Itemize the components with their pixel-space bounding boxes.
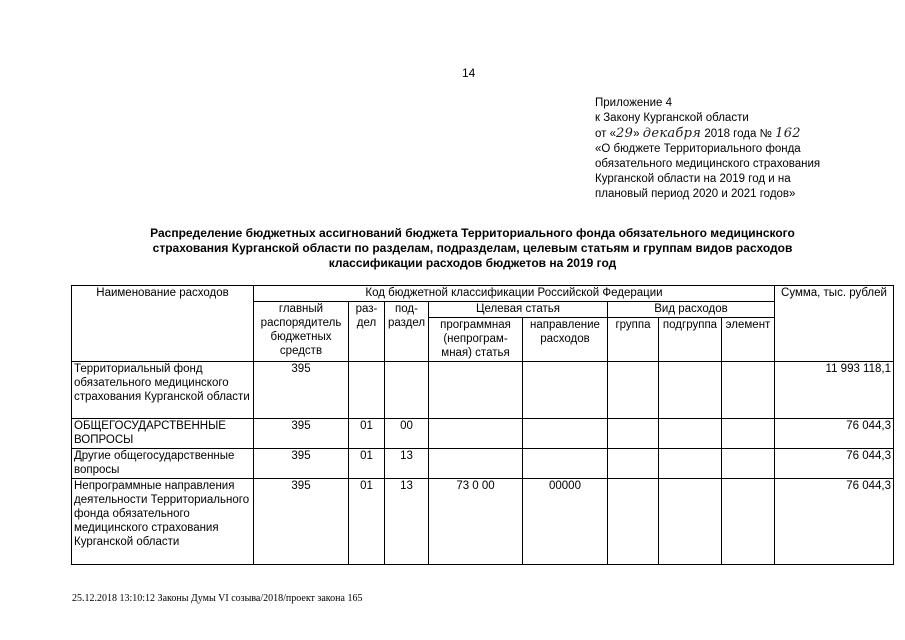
row-direction [523, 419, 608, 449]
header-direction: направление расходов [523, 318, 608, 362]
row-program [429, 362, 523, 419]
row-direction [523, 449, 608, 479]
row-main: 395 [254, 419, 349, 449]
budget-table [71, 285, 894, 565]
title-line-1: Распределение бюджетных ассигнований бюджета Территориального фонда обязательного медицинского [150, 226, 795, 240]
row-element [722, 362, 775, 419]
row-section: 01 [349, 419, 385, 449]
appendix-line-2: к Закону Курганской области [595, 112, 749, 124]
appendix-line-6: Курганской области на 2019 год и на [595, 173, 791, 185]
row-group [608, 362, 659, 419]
row-program: 73 0 00 [429, 479, 523, 565]
header-program: программная (непрограм-мная) статья [429, 318, 523, 362]
handwritten-day: 29 [616, 126, 634, 141]
row-section: 01 [349, 449, 385, 479]
header-code: Код бюджетной классификации Российской Федерации [254, 286, 775, 302]
header-section: раз-дел [349, 302, 385, 362]
row-element [722, 449, 775, 479]
row-main: 395 [254, 479, 349, 565]
header-subsection: под-раздел [385, 302, 429, 362]
header-sum: Сумма, тыс. рублей [775, 286, 894, 362]
row-program [429, 449, 523, 479]
row-direction [523, 362, 608, 419]
row-subsection: 13 [385, 479, 429, 565]
table-row [72, 419, 894, 449]
appendix-block [595, 96, 895, 202]
appendix-line-5: обязательного медицинского страхования [595, 158, 821, 170]
table-row [72, 479, 894, 565]
handwritten-number: 162 [775, 126, 801, 141]
row-sum: 76 044,3 [775, 479, 894, 565]
header-name: Наименование расходов [72, 286, 254, 362]
header-group: группа [608, 318, 659, 362]
title-line-3: классификации расходов бюджетов на 2019 год [328, 256, 617, 270]
document-title [100, 226, 845, 271]
page-number: 14 [462, 66, 476, 80]
appendix-date-line [595, 126, 895, 142]
row-name: Непрограммные направления деятельности Территориального фонда обязательного медицинского страхования Курганской области [72, 479, 254, 565]
footer-stamp: 25.12.2018 13:10:12 Законы Думы VI созыва/2018/проект закона 165 [72, 593, 363, 604]
row-section [349, 362, 385, 419]
header-target: Целевая статья [429, 302, 608, 318]
header-expense-type: Вид расходов [608, 302, 775, 318]
date-suffix: 2018 года № [704, 128, 772, 140]
row-program [429, 419, 523, 449]
row-subsection: 00 [385, 419, 429, 449]
row-sum: 76 044,3 [775, 419, 894, 449]
row-subgroup [659, 449, 722, 479]
appendix-line-4: «О бюджете Территориального фонда [595, 143, 801, 155]
row-subsection: 13 [385, 449, 429, 479]
appendix-line-7: плановый период 2020 и 2021 годов» [595, 188, 796, 200]
table-row [72, 449, 894, 479]
row-subsection [385, 362, 429, 419]
table-row [72, 362, 894, 419]
row-element [722, 479, 775, 565]
row-sum: 11 993 118,1 [775, 362, 894, 419]
row-name: Другие общегосударственные вопросы [72, 449, 254, 479]
header-element: элемент [722, 318, 775, 362]
row-subgroup [659, 362, 722, 419]
row-group [608, 479, 659, 565]
row-sum: 76 044,3 [775, 449, 894, 479]
header-main-manager: главный распорядитель бюджетных средств [254, 302, 349, 362]
row-subgroup [659, 419, 722, 449]
appendix-line-1: Приложение 4 [595, 97, 673, 109]
handwritten-month: декабря [642, 126, 702, 141]
row-main: 395 [254, 362, 349, 419]
row-subgroup [659, 479, 722, 565]
row-group [608, 419, 659, 449]
row-direction: 00000 [523, 479, 608, 565]
date-mid: » [633, 128, 640, 140]
row-name: ОБЩЕГОСУДАРСТВЕННЫЕ ВОПРОСЫ [72, 419, 254, 449]
date-prefix: от « [595, 128, 617, 140]
row-main: 395 [254, 449, 349, 479]
title-line-2: страхования Курганской области по разделам, подразделам, целевым статьям и группам видов расходов [152, 241, 793, 255]
row-section: 01 [349, 479, 385, 565]
row-name: Территориальный фонд обязательного медицинского страхования Курганской области [72, 362, 254, 419]
row-group [608, 449, 659, 479]
row-element [722, 419, 775, 449]
header-subgroup: подгруппа [659, 318, 722, 362]
